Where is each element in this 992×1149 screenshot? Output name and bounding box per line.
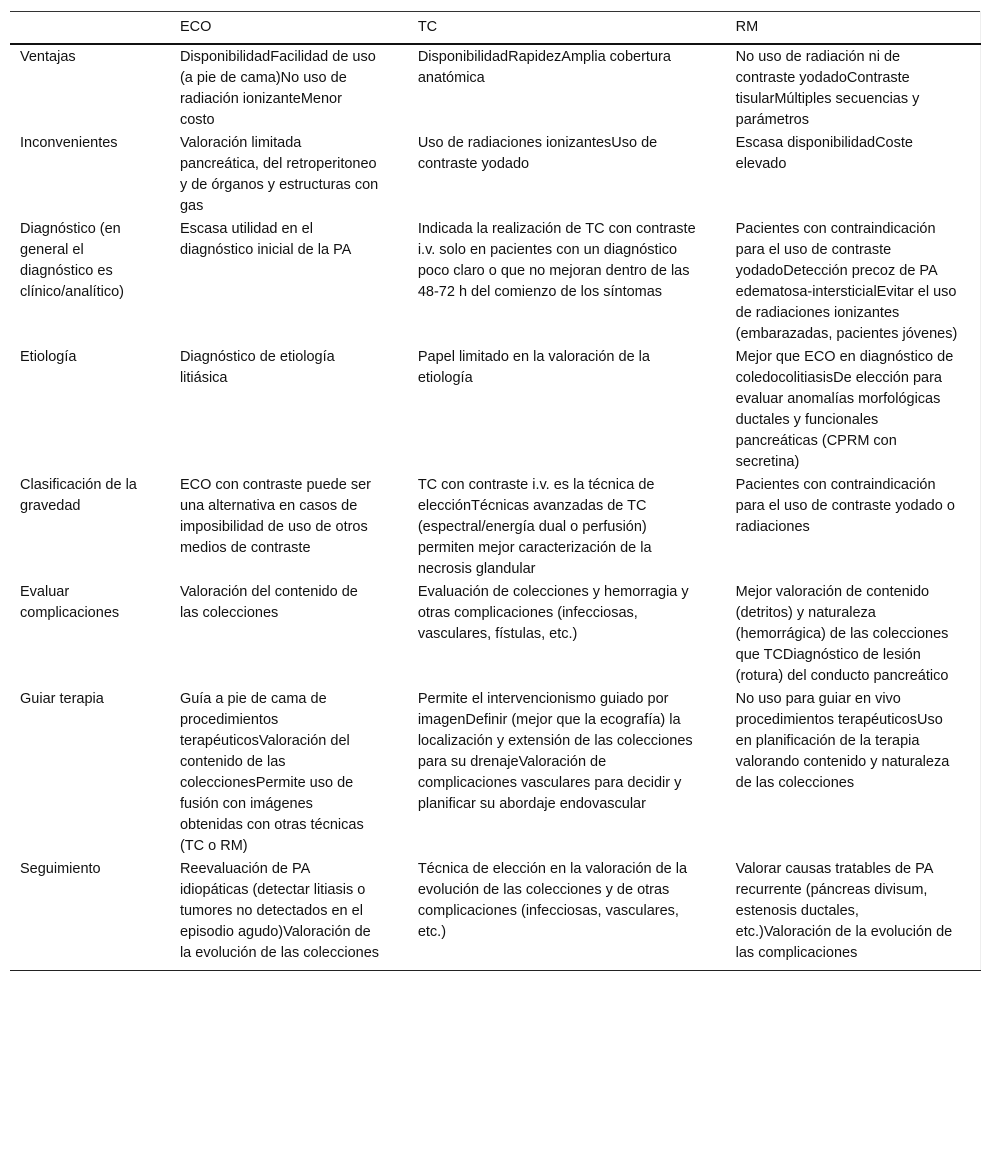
cell-rm: Mejor valoración de contenido (detritos) y naturaleza (hemorrágica) de las colecciones que TCDiagnóstico de lesión (rotura) del conducto pancreático — [735, 584, 949, 684]
header-eco: ECO — [170, 12, 408, 45]
cell-rm: Pacientes con contraindicación para el uso de contraste yodado o radiaciones — [735, 477, 955, 535]
imaging-comparison-table — [10, 11, 981, 971]
table-row — [10, 345, 981, 473]
cell-rm: No uso de radiación ni de contraste yodadoContraste tisularMúltiples secuencias y parámetros — [735, 49, 920, 128]
cell-eco: Valoración del contenido de las colecciones — [179, 584, 358, 621]
cell-eco: Escasa utilidad en el diagnóstico inicial de la PA — [179, 221, 352, 258]
cell-rm: Escasa disponibilidadCoste elevado — [735, 135, 913, 172]
cell-tc: Técnica de elección en la valoración de la evolución de las colecciones y de otras complicaciones (infecciosas, vasculares, etc.) — [417, 861, 688, 940]
table-row — [10, 473, 981, 580]
cell-rm: Pacientes con contraindicación para el uso de contraste yodadoDetección precoz de PA edematosa-intersticialEvitar el uso de radiaciones ionizantes (embarazadas, pacientes jóvenes) — [735, 221, 958, 342]
cell-eco: DisponibilidadFacilidad de uso (a pie de cama)No uso de radiación ionizanteMenor costo — [179, 49, 376, 128]
row-label: Etiología — [20, 349, 77, 365]
cell-rm: Mejor que ECO en diagnóstico de coledocolitiasisDe elección para evaluar anomalías morfológicas ductales y funcionales pancreáticas (CPRM con secretina) — [735, 349, 954, 470]
cell-eco: Valoración limitada pancreática, del retroperitoneo y de órganos y estructuras con gas — [179, 135, 379, 214]
table-row — [10, 131, 981, 217]
cell-tc: Permite el intervencionismo guiado por imagenDefinir (mejor que la ecografía) la localización y extensión de las colecciones para su drenajeValoración de complicaciones vasculares para decidir y planificar su abordaje endovascular — [417, 691, 693, 812]
cell-rm: No uso para guiar en vivo procedimientos terapéuticosUso en planificación de la terapia valorando contenido y naturaleza de las colecciones — [735, 691, 950, 791]
table-row — [10, 580, 981, 687]
cell-tc: DisponibilidadRapidezAmplia cobertura anatómica — [417, 49, 671, 86]
table-row — [10, 857, 981, 971]
cell-eco: Reevaluación de PA idiopáticas (detectar litiasis o tumores no detectados en el episodio agudo)Valoración de la evolución de las colecciones — [179, 861, 380, 961]
cell-tc: Papel limitado en la valoración de la etiología — [417, 349, 650, 386]
row-label: Seguimiento — [20, 861, 101, 877]
row-label: Clasificación de la gravedad — [20, 477, 137, 514]
table-row — [10, 217, 981, 345]
table-row — [10, 687, 981, 857]
header-row — [10, 12, 981, 45]
cell-tc: Uso de radiaciones ionizantesUso de contraste yodado — [417, 135, 658, 172]
row-label: Ventajas — [20, 49, 76, 65]
row-label: Inconvenientes — [20, 135, 118, 151]
cell-tc: Evaluación de colecciones y hemorragia y otras complicaciones (infecciosas, vasculares, fístulas, etc.) — [417, 584, 689, 642]
cell-eco: Diagnóstico de etiología litiásica — [179, 349, 335, 386]
header-empty — [10, 12, 170, 45]
row-label: Evaluar complicaciones — [20, 584, 120, 621]
cell-eco: ECO con contraste puede ser una alternativa en casos de imposibilidad de uso de otros medios de contraste — [179, 477, 371, 556]
cell-rm: Valorar causas tratables de PA recurrente (páncreas divisum, estenosis ductales, etc.)Valoración de la evolución de las complicaciones — [735, 861, 953, 961]
row-label: Guiar terapia — [20, 691, 104, 707]
cell-tc: Indicada la realización de TC con contraste i.v. solo en pacientes con un diagnóstico poco claro o que no mejoran dentro de las 48-72 h del comienzo de los síntomas — [417, 221, 696, 300]
table-row — [10, 44, 981, 131]
cell-eco: Guía a pie de cama de procedimientos terapéuticosValoración del contenido de las coleccionesPermite uso de fusión con imágenes obtenidas con otras técnicas (TC o RM) — [179, 691, 364, 854]
cell-tc: TC con contraste i.v. es la técnica de elecciónTécnicas avanzadas de TC (espectral/energía dual o perfusión) permiten mejor caracterización de la necrosis glandular — [417, 477, 655, 577]
header-tc: TC — [408, 12, 726, 45]
header-rm: RM — [726, 12, 981, 45]
row-label: Diagnóstico (en general el diagnóstico es clínico/analítico) — [20, 221, 124, 300]
